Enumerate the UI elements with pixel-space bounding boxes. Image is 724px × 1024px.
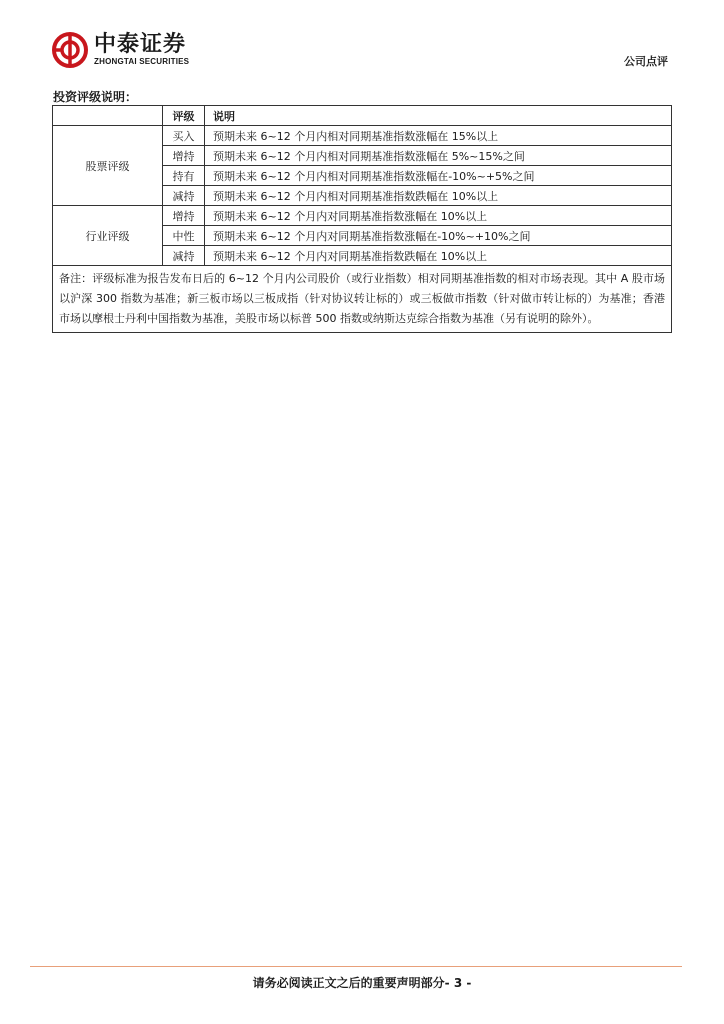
- grade-cell: 增持: [163, 146, 205, 166]
- grade-cell: 减持: [163, 186, 205, 206]
- grade-cell: 买入: [163, 126, 205, 146]
- rating-note: 备注：评级标准为报告发布日后的 6~12 个月内公司股价（或行业指数）相对同期基准指数的相对市场表现。其中 A 股市场以沪深 300 指数为基准；新三板市场以三板成指（针对协议转让标的）或三板做市指数（针对做市转让标的）为基准；香港市场以摩根士丹利中国指数为基准，美股市场以标普 500 指数或纳斯达克综合指数为基准（另有说明的除外）。: [53, 266, 672, 333]
- grade-cell: 减持: [163, 246, 205, 266]
- table-header-grade: 评级: [163, 106, 205, 126]
- grade-cell: 持有: [163, 166, 205, 186]
- table-row: [53, 126, 672, 146]
- document-type: 公司点评: [624, 55, 668, 68]
- stock-rating-category: 股票评级: [53, 126, 163, 206]
- company-name-cn: 中泰证券: [94, 32, 187, 57]
- desc-cell: 预期未来 6~12 个月内相对同期基准指数涨幅在-10%~+5%之间: [205, 166, 672, 186]
- table-note-row: [53, 266, 672, 333]
- section-title: 投资评级说明：: [53, 90, 138, 104]
- rating-table: [52, 105, 672, 333]
- table-row: [53, 206, 672, 226]
- footer-divider: [30, 966, 682, 967]
- desc-cell: 预期未来 6~12 个月内相对同期基准指数涨幅在 15%以上: [205, 126, 672, 146]
- zhongtai-logo-icon: [52, 32, 88, 68]
- desc-cell: 预期未来 6~12 个月内对同期基准指数跌幅在 10%以上: [205, 246, 672, 266]
- industry-rating-category: 行业评级: [53, 206, 163, 266]
- company-logo: [52, 30, 189, 70]
- table-header-blank: [53, 106, 163, 126]
- desc-cell: 预期未来 6~12 个月内相对同期基准指数跌幅在 10%以上: [205, 186, 672, 206]
- desc-cell: 预期未来 6~12 个月内相对同期基准指数涨幅在 5%~15%之间: [205, 146, 672, 166]
- company-name-en: ZHONGTAI SECURITIES: [94, 57, 190, 66]
- grade-cell: 中性: [163, 226, 205, 246]
- table-header-row: [53, 106, 672, 126]
- desc-cell: 预期未来 6~12 个月内对同期基准指数涨幅在-10%~+10%之间: [205, 226, 672, 246]
- desc-cell: 预期未来 6~12 个月内对同期基准指数涨幅在 10%以上: [205, 206, 672, 226]
- footer-disclaimer: 请务必阅读正文之后的重要声明部分- 3 -: [252, 976, 472, 990]
- grade-cell: 增持: [163, 206, 205, 226]
- table-header-desc: 说明: [205, 106, 672, 126]
